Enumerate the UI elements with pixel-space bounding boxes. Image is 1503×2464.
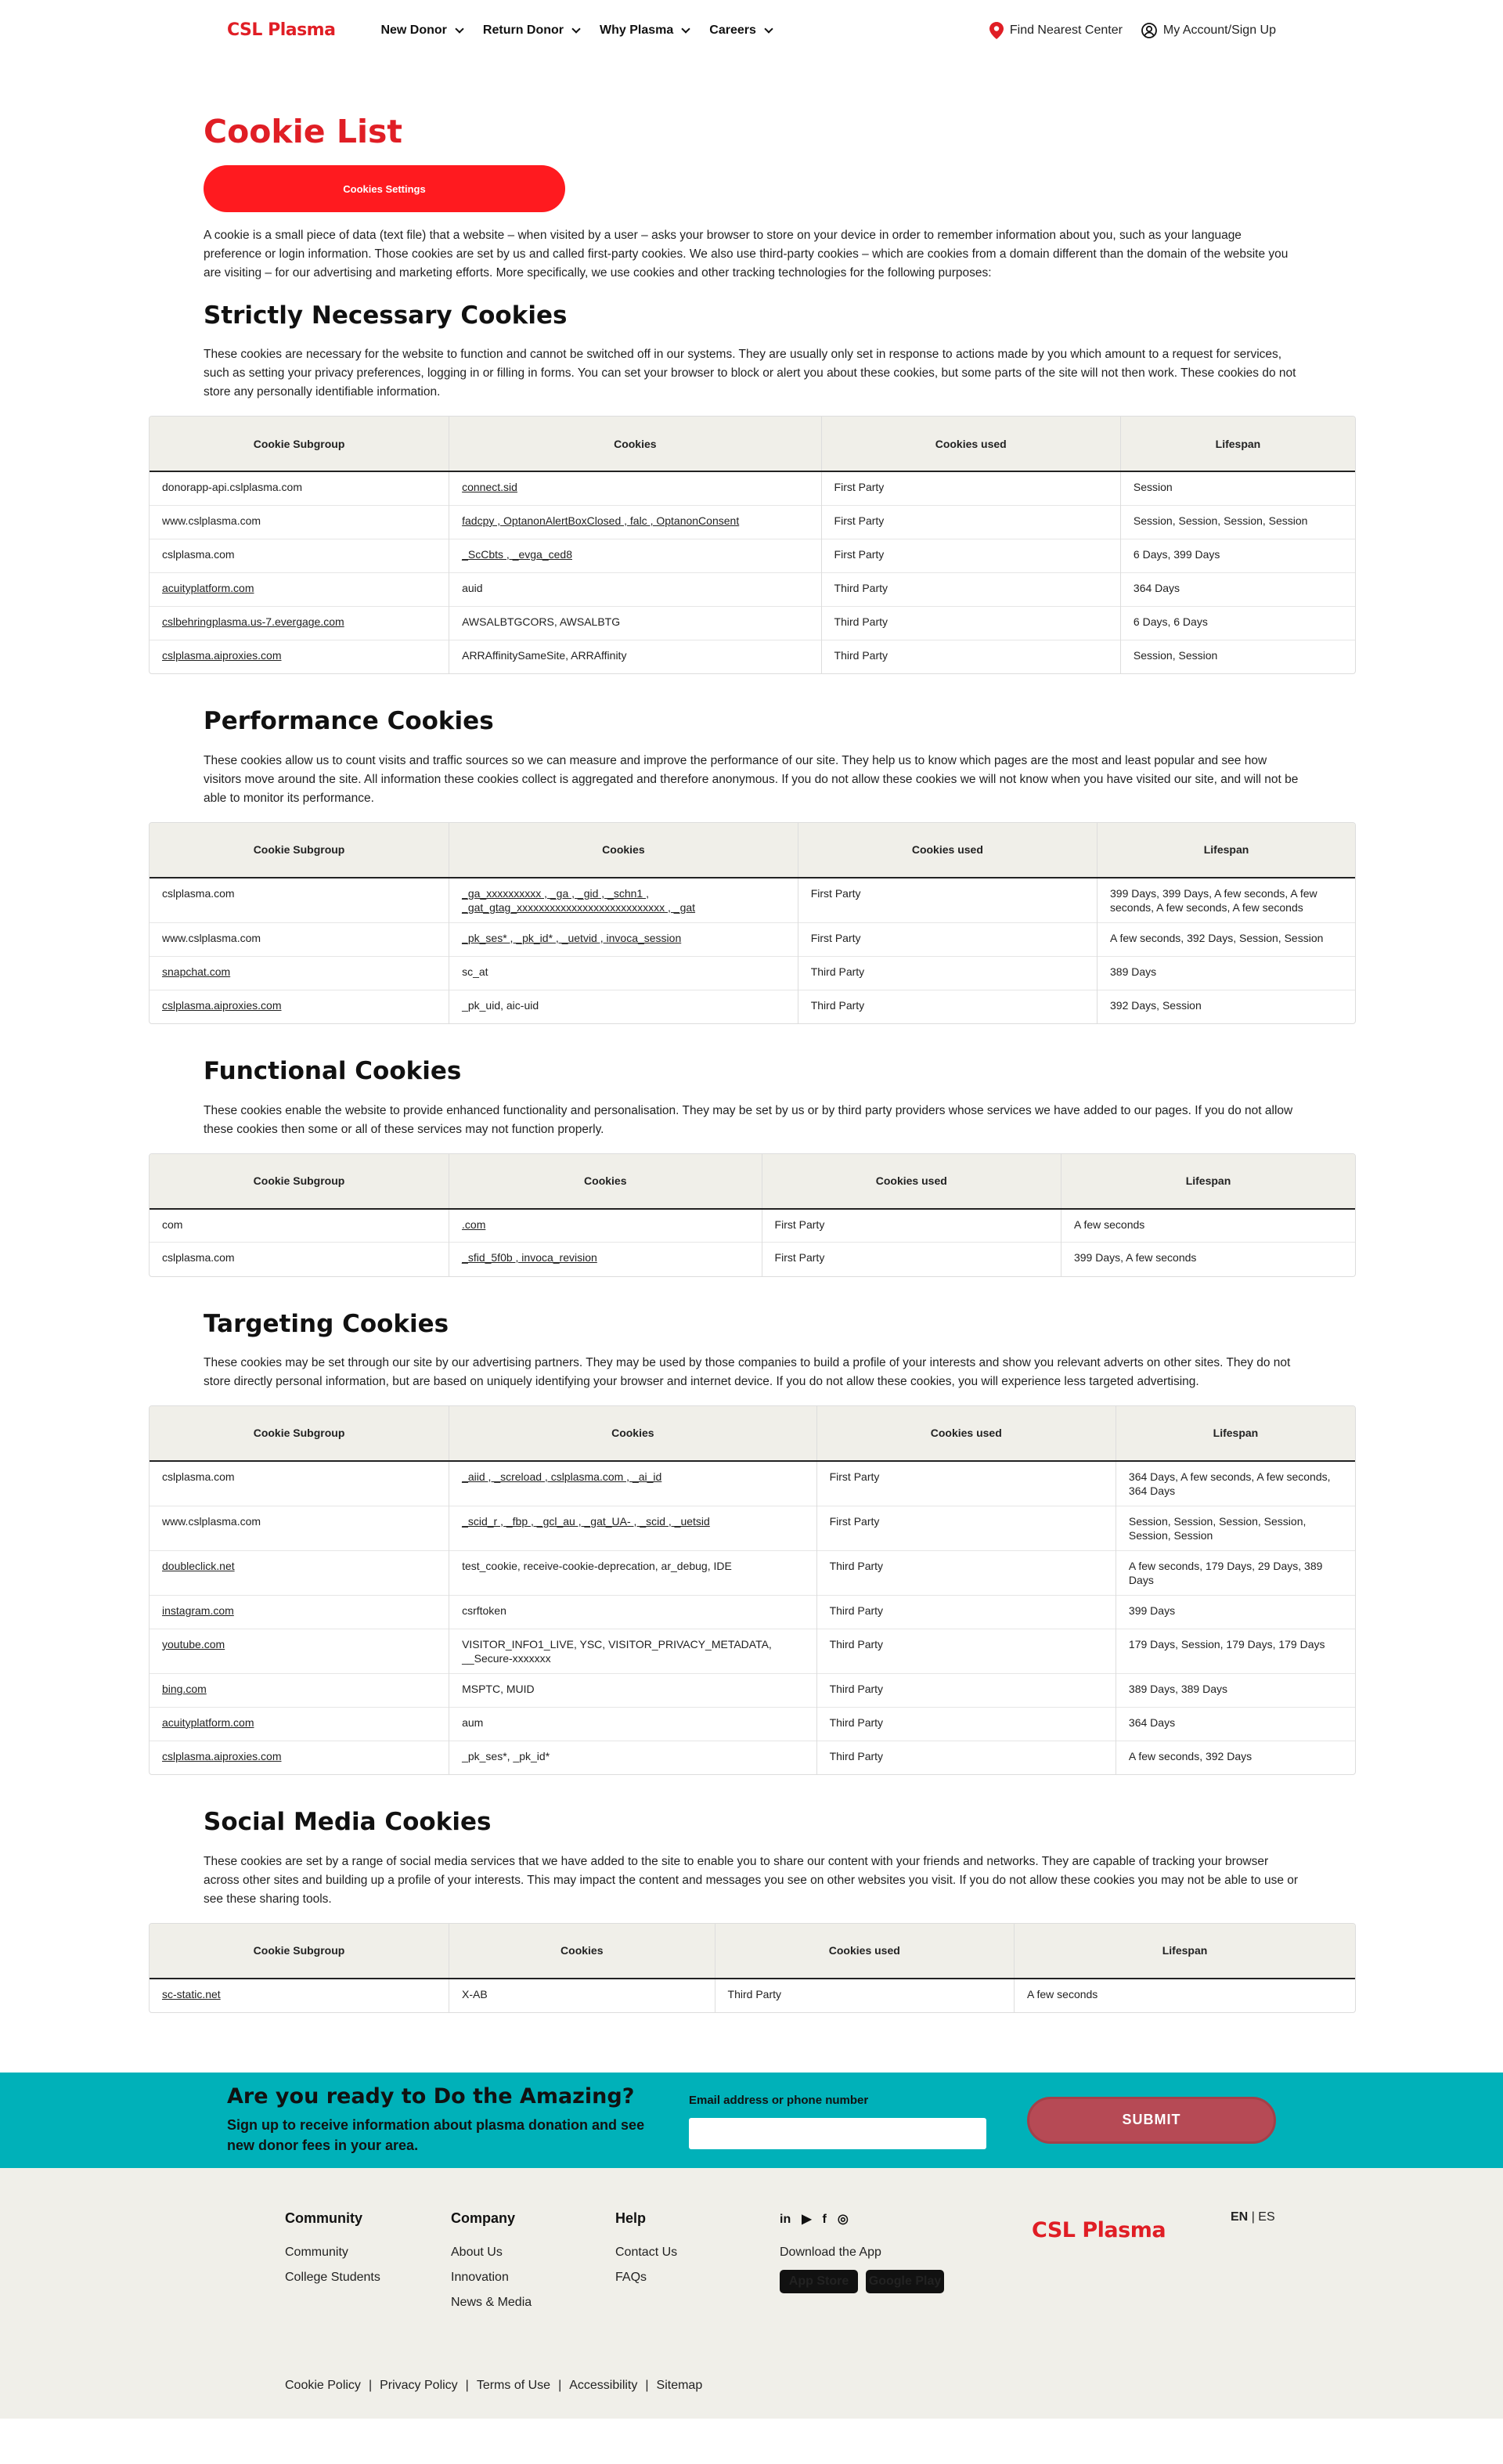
table-cell: Third Party bbox=[821, 572, 1120, 606]
table-row bbox=[150, 956, 1355, 990]
cookie-sections bbox=[0, 300, 1503, 2012]
subgroup-link[interactable]: acuityplatform.com bbox=[150, 572, 449, 606]
table-cell: First Party bbox=[816, 1461, 1116, 1506]
table-row bbox=[150, 1707, 1355, 1741]
nav-return-donor[interactable] bbox=[483, 20, 579, 41]
cookie-section bbox=[204, 1806, 1299, 1908]
column-header: Cookies used bbox=[816, 1406, 1116, 1461]
table-cell: _pk_uid, aic-uid bbox=[449, 990, 798, 1023]
main-nav bbox=[380, 20, 771, 41]
google-play-badge[interactable]: Google Play bbox=[866, 2270, 944, 2293]
column-header: Cookies bbox=[449, 1154, 762, 1209]
table-cell: 389 Days bbox=[1098, 956, 1355, 990]
column-header: Cookies bbox=[449, 1924, 715, 1979]
table-cell: First Party bbox=[816, 1506, 1116, 1550]
nav-label: Careers bbox=[709, 23, 756, 38]
footer-link[interactable]: About Us bbox=[451, 2246, 503, 2260]
section-title: Social Media Cookies bbox=[204, 1808, 492, 1837]
subgroup-link[interactable]: doubleclick.net bbox=[150, 1550, 449, 1595]
table-cell: A few seconds bbox=[1027, 1987, 1098, 2000]
subgroup-link[interactable]: snapchat.com bbox=[150, 956, 449, 990]
site-header bbox=[0, 0, 1503, 61]
table-row bbox=[150, 1673, 1355, 1707]
footer-heading: Community bbox=[285, 2210, 362, 2226]
header-utilities bbox=[989, 20, 1276, 41]
table-cell: 399 Days, 399 Days, A few seconds, A few seconds, A few seconds, A few seconds bbox=[1110, 886, 1317, 914]
table-cell: First Party bbox=[821, 505, 1120, 539]
table-cell: Third Party bbox=[816, 1741, 1116, 1774]
legal-link-accessibility[interactable]: Accessibility bbox=[569, 2378, 638, 2392]
page-title: Cookie List bbox=[204, 113, 403, 150]
main-content bbox=[0, 61, 1503, 2419]
instagram-icon[interactable]: ◎ bbox=[837, 2212, 849, 2226]
footer-col-community bbox=[285, 2207, 380, 2291]
table-row bbox=[150, 505, 1355, 539]
table-cell: Third Party bbox=[821, 606, 1120, 640]
table-cell: Session, Session, Session, Session bbox=[1120, 505, 1355, 539]
table-cell: AWSALBTGCORS, AWSALBTG bbox=[449, 606, 821, 640]
table-cell: First Party bbox=[798, 878, 1097, 923]
facebook-icon[interactable]: f bbox=[822, 2212, 827, 2226]
table-cell: A few seconds, 392 Days bbox=[1116, 1741, 1355, 1774]
footer-logo[interactable]: CSL Plasma bbox=[1032, 2217, 1166, 2242]
legal-link-terms[interactable]: Terms of Use bbox=[476, 2378, 551, 2392]
table-cell: Third Party bbox=[798, 990, 1097, 1023]
table-row bbox=[150, 471, 1355, 505]
nav-careers[interactable] bbox=[709, 20, 772, 41]
subgroup-link[interactable]: cslplasma.aiproxies.com bbox=[150, 1741, 449, 1774]
legal-link-sitemap[interactable]: Sitemap bbox=[656, 2378, 703, 2392]
nav-label: Why Plasma bbox=[600, 23, 674, 38]
table-row bbox=[150, 640, 1355, 673]
column-header: Lifespan bbox=[1015, 1924, 1355, 1979]
table-cell: 392 Days, Session bbox=[1098, 990, 1355, 1023]
cookie-link[interactable]: _ga_xxxxxxxxxx , _ga , _gid , _schn1 , _gat_gtag_xxxxxxxxxxxxxxxxxxxxxxxxxxx , _gat bbox=[449, 878, 798, 923]
column-header: Cookie Subgroup bbox=[150, 417, 449, 471]
column-header: Lifespan bbox=[1061, 1154, 1355, 1209]
nav-why-plasma[interactable] bbox=[600, 20, 689, 41]
footer-link[interactable]: Innovation bbox=[451, 2271, 509, 2285]
section-description: These cookies are necessary for the website to function and cannot be switched off in our systems. They are usually only set in response to actions made by you which amount to a request for services, such as setting your privacy preferences, logging in or filling in forms. You can set your browser to block or alert you about these cookies, but some parts of the site will not then work. These cookies do not store any personally identifiable information. bbox=[204, 348, 1296, 399]
table-cell: 399 Days bbox=[1116, 1595, 1355, 1629]
table-cell: Third Party bbox=[816, 1595, 1116, 1629]
table-cell: cslplasma.com bbox=[150, 1461, 449, 1506]
cookie-link[interactable]: _aiid , _screload , cslplasma.com , _ai_id bbox=[449, 1461, 817, 1506]
table-cell: 399 Days, A few seconds bbox=[1061, 1243, 1355, 1276]
table-cell: 364 Days bbox=[1116, 1707, 1355, 1741]
table-row bbox=[150, 1243, 1355, 1276]
cookie-link[interactable]: _ScCbts , _evga_ced8 bbox=[449, 539, 821, 572]
section-description: These cookies may be set through our site by our advertising partners. They may be used by those companies to build a profile of your interests and show you relevant adverts on other sites. They do not store directly personal information, but are based on uniquely identifying your browser and internet device. If you do not allow these cookies, you will experience less targeted advertising. bbox=[204, 1355, 1291, 1388]
footer-link[interactable]: Community bbox=[285, 2246, 348, 2260]
table-row bbox=[150, 878, 1355, 923]
table-cell: _pk_ses*, _pk_id* bbox=[449, 1741, 817, 1774]
newsletter-heading: Are you ready to Do the Amazing? bbox=[227, 2084, 635, 2109]
table-cell: aum bbox=[449, 1707, 817, 1741]
intro-text: A cookie is a small piece of data (text file) that a website – when visited by a user – asks your browser to store on your device in order to remember information about you, such as your language preference or login information. Those cookies are set by us and called first-party cookies. We also use third-party cookies – which are cookies from a domain different than the domain of the website you are visiting – for our advertising and marketing efforts. More specifically, we use cookies and other tracking technologies for the following purposes: bbox=[204, 229, 1289, 280]
cookies-settings-button[interactable]: Cookies Settings bbox=[204, 165, 565, 212]
cookie-section bbox=[204, 1308, 1299, 1391]
cookie-table bbox=[149, 1923, 1356, 2013]
lang-en[interactable]: EN bbox=[1231, 2210, 1249, 2224]
chevron-down-icon bbox=[455, 24, 463, 33]
table-cell: First Party bbox=[798, 922, 1097, 956]
table-cell: Third Party bbox=[816, 1629, 1116, 1673]
cookie-section bbox=[204, 705, 1299, 807]
lang-es[interactable]: ES bbox=[1258, 2210, 1275, 2224]
footer-heading: Help bbox=[615, 2210, 647, 2226]
footer-col-social bbox=[780, 2207, 944, 2293]
nav-label: Return Donor bbox=[482, 23, 564, 38]
legal-links: Cookie Policy | Privacy Policy | Terms of Use | Accessibility | Sitemap bbox=[285, 2376, 702, 2396]
table-cell: csrftoken bbox=[449, 1595, 817, 1629]
table-cell: www.cslplasma.com bbox=[150, 1506, 449, 1550]
account-link[interactable] bbox=[1141, 20, 1276, 41]
column-header: Cookies used bbox=[798, 823, 1097, 878]
table-cell: 6 Days, 6 Days bbox=[1120, 606, 1355, 640]
table-row bbox=[150, 1461, 1355, 1506]
column-header: Cookies bbox=[449, 823, 798, 878]
section-title: Functional Cookies bbox=[204, 1057, 462, 1086]
column-header: Cookie Subgroup bbox=[150, 1406, 449, 1461]
account-label: My Account/Sign Up bbox=[1162, 23, 1276, 38]
section-description: These cookies are set by a range of social media services that we have added to the site to enable you to share our content with your friends and networks. They are capable of tracking your browser across other sites and building up a profile of your interests. This may impact the content and messages you see on other websites you visit. If you do not allow these cookies you may not be able to use or see these sharing tools. bbox=[204, 1854, 1299, 1906]
footer-link[interactable]: FAQs bbox=[615, 2271, 647, 2285]
table-cell: A few seconds bbox=[1073, 1218, 1145, 1231]
language-switcher bbox=[1231, 2207, 1275, 2228]
chevron-down-icon bbox=[764, 24, 773, 33]
cookie-link[interactable]: .com bbox=[449, 1209, 762, 1243]
table-row bbox=[150, 1595, 1355, 1629]
table-cell: 389 Days, 389 Days bbox=[1116, 1673, 1355, 1707]
column-header: Cookie Subgroup bbox=[150, 1154, 449, 1209]
nav-label: New Donor bbox=[380, 23, 447, 38]
app-store-badge[interactable]: App Store bbox=[780, 2270, 858, 2293]
table-cell: auid bbox=[449, 572, 821, 606]
site-logo[interactable]: CSL Plasma bbox=[227, 20, 336, 41]
chevron-down-icon bbox=[682, 24, 690, 33]
table-cell: Third Party bbox=[821, 640, 1120, 673]
account-icon bbox=[1141, 23, 1157, 38]
chevron-down-icon bbox=[571, 24, 580, 33]
submit-button[interactable]: SUBMIT bbox=[1027, 2097, 1276, 2144]
table-cell: donorapp-api.cslplasma.com bbox=[150, 471, 449, 505]
table-cell: Third Party bbox=[816, 1673, 1116, 1707]
lang-separator: | bbox=[1251, 2210, 1255, 2224]
table-cell: 364 Days, A few seconds, A few seconds, 364 Days bbox=[1128, 1470, 1331, 1497]
table-cell: Session bbox=[1133, 481, 1173, 494]
social-icons bbox=[780, 2207, 944, 2232]
table-cell: test_cookie, receive-cookie-deprecation, ar_debug, IDE bbox=[449, 1550, 817, 1595]
section-title: Targeting Cookies bbox=[204, 1309, 449, 1338]
subgroup-link[interactable]: acuityplatform.com bbox=[150, 1707, 449, 1741]
table-cell: 179 Days, Session, 179 Days, 179 Days bbox=[1116, 1629, 1355, 1673]
linkedin-icon[interactable]: in bbox=[780, 2212, 791, 2226]
column-header: Lifespan bbox=[1098, 823, 1355, 878]
table-cell: com bbox=[150, 1209, 449, 1243]
table-cell: 364 Days bbox=[1120, 572, 1355, 606]
cookie-link[interactable]: fadcpy , OptanonAlertBoxClosed , falc , OptanonConsent bbox=[449, 505, 821, 539]
table-cell: First Party bbox=[762, 1243, 1061, 1276]
table-cell: cslplasma.com bbox=[150, 1243, 449, 1276]
cookie-section bbox=[204, 1055, 1299, 1138]
find-center-link[interactable] bbox=[989, 20, 1123, 41]
table-cell: VISITOR_INFO1_LIVE, YSC, VISITOR_PRIVACY_METADATA, __Secure-xxxxxxx bbox=[449, 1629, 817, 1673]
table-cell: MSPTC, MUID bbox=[449, 1673, 817, 1707]
footer-link[interactable]: News & Media bbox=[451, 2296, 532, 2310]
subgroup-link[interactable]: bing.com bbox=[150, 1673, 449, 1707]
table-row bbox=[150, 1506, 1355, 1550]
subgroup-link[interactable]: youtube.com bbox=[150, 1629, 449, 1673]
table-row bbox=[150, 1629, 1355, 1673]
newsletter-input-label: Email address or phone number bbox=[689, 2093, 869, 2107]
table-cell: Third Party bbox=[798, 956, 1097, 990]
cookie-table bbox=[149, 416, 1356, 674]
table-cell: First Party bbox=[762, 1209, 1061, 1243]
cookie-link[interactable]: _sfid_5f0b , invoca_revision bbox=[449, 1243, 762, 1276]
subgroup-link[interactable]: cslplasma.aiproxies.com bbox=[150, 640, 449, 673]
map-pin-icon bbox=[989, 22, 1004, 39]
cookie-link[interactable]: connect.sid bbox=[449, 471, 821, 505]
table-cell: ARRAffinitySameSite, ARRAffinity bbox=[449, 640, 821, 673]
table-cell: Third Party bbox=[715, 1979, 1014, 2012]
newsletter-input[interactable] bbox=[689, 2118, 986, 2149]
cookie-link[interactable]: _pk_ses* , _pk_id* , _uetvid , invoca_session bbox=[449, 922, 798, 956]
column-header: Cookie Subgroup bbox=[150, 823, 449, 878]
cookie-section bbox=[204, 300, 1299, 402]
legal-link-privacy-policy[interactable]: Privacy Policy bbox=[380, 2378, 458, 2392]
newsletter-band bbox=[0, 2073, 1503, 2168]
site-footer bbox=[0, 2168, 1503, 2419]
table-row bbox=[150, 1741, 1355, 1774]
table-row bbox=[150, 922, 1355, 956]
cookie-table bbox=[149, 1405, 1356, 1776]
column-header: Cookie Subgroup bbox=[150, 1924, 449, 1979]
section-description: These cookies allow us to count visits and traffic sources so we can measure and improve the performance of our site. They help us to know which pages are the most and least popular and see how visitors move around the site. All information these cookies collect is aggregated and therefore anonymous. If you do not allow these cookies we will not know when you have visited our site, and will not be able to monitor its performance. bbox=[204, 753, 1299, 805]
table-cell: First Party bbox=[821, 471, 1120, 505]
youtube-icon[interactable]: ▶ bbox=[802, 2212, 812, 2226]
cookie-link[interactable]: _scid_r , _fbp , _gcl_au , _gat_UA- , _scid , _uetsid bbox=[449, 1506, 817, 1550]
table-row bbox=[150, 606, 1355, 640]
table-row bbox=[150, 539, 1355, 572]
column-header: Cookies used bbox=[762, 1154, 1061, 1209]
footer-link[interactable]: College Students bbox=[285, 2271, 380, 2285]
subgroup-link[interactable]: cslplasma.aiproxies.com bbox=[150, 990, 449, 1023]
table-cell: Third Party bbox=[816, 1707, 1116, 1741]
column-header: Cookies used bbox=[715, 1924, 1014, 1979]
table-cell: cslplasma.com bbox=[150, 539, 449, 572]
table-cell: www.cslplasma.com bbox=[150, 505, 449, 539]
table-cell: sc_at bbox=[449, 956, 798, 990]
footer-link[interactable]: Contact Us bbox=[615, 2246, 678, 2260]
column-header: Cookies bbox=[449, 417, 821, 471]
footer-col-company bbox=[451, 2207, 532, 2316]
subgroup-link[interactable]: cslbehringplasma.us-7.evergage.com bbox=[150, 606, 449, 640]
table-cell: Third Party bbox=[816, 1550, 1116, 1595]
table-cell: X-AB bbox=[449, 1979, 715, 2012]
section-description: These cookies enable the website to provide enhanced functionality and personalisation. They may be set by us or by third party providers whose services we have added to our pages. If you do not allow these cookies then some or all of these services may not function properly. bbox=[204, 1103, 1293, 1136]
column-header: Lifespan bbox=[1120, 417, 1355, 471]
column-header: Lifespan bbox=[1116, 1406, 1355, 1461]
table-cell: First Party bbox=[821, 539, 1120, 572]
subgroup-link[interactable]: sc-static.net bbox=[150, 1979, 449, 2012]
column-header: Cookies bbox=[449, 1406, 817, 1461]
footer-col-help bbox=[615, 2207, 677, 2291]
download-app-title: Download the App bbox=[780, 2245, 881, 2259]
table-cell: cslplasma.com bbox=[150, 878, 449, 923]
cookie-table bbox=[149, 822, 1356, 1025]
subgroup-link[interactable]: instagram.com bbox=[150, 1595, 449, 1629]
table-row bbox=[150, 1209, 1355, 1243]
table-row bbox=[150, 990, 1355, 1023]
table-row bbox=[150, 1979, 1355, 2012]
section-title: Strictly Necessary Cookies bbox=[204, 301, 568, 330]
table-cell: A few seconds, 179 Days, 29 Days, 389 Days bbox=[1116, 1550, 1355, 1595]
table-row bbox=[150, 572, 1355, 606]
footer-heading: Company bbox=[451, 2210, 516, 2226]
newsletter-subtext: Sign up to receive information about plasma donation and see new donor fees in your area. bbox=[227, 2116, 645, 2153]
table-cell: Session, Session bbox=[1120, 640, 1355, 673]
table-row bbox=[150, 1550, 1355, 1595]
table-cell: www.cslplasma.com bbox=[150, 922, 449, 956]
cookie-table bbox=[149, 1153, 1356, 1277]
section-title: Performance Cookies bbox=[204, 707, 494, 736]
table-cell: A few seconds, 392 Days, Session, Session bbox=[1098, 922, 1355, 956]
column-header: Cookies used bbox=[821, 417, 1120, 471]
nav-new-donor[interactable] bbox=[380, 20, 462, 41]
find-center-label: Find Nearest Center bbox=[1009, 23, 1123, 38]
legal-link-cookie-policy[interactable]: Cookie Policy bbox=[285, 2378, 361, 2392]
table-cell: 6 Days, 399 Days bbox=[1120, 539, 1355, 572]
table-cell: Session, Session, Session, Session, Session, Session bbox=[1116, 1506, 1355, 1550]
